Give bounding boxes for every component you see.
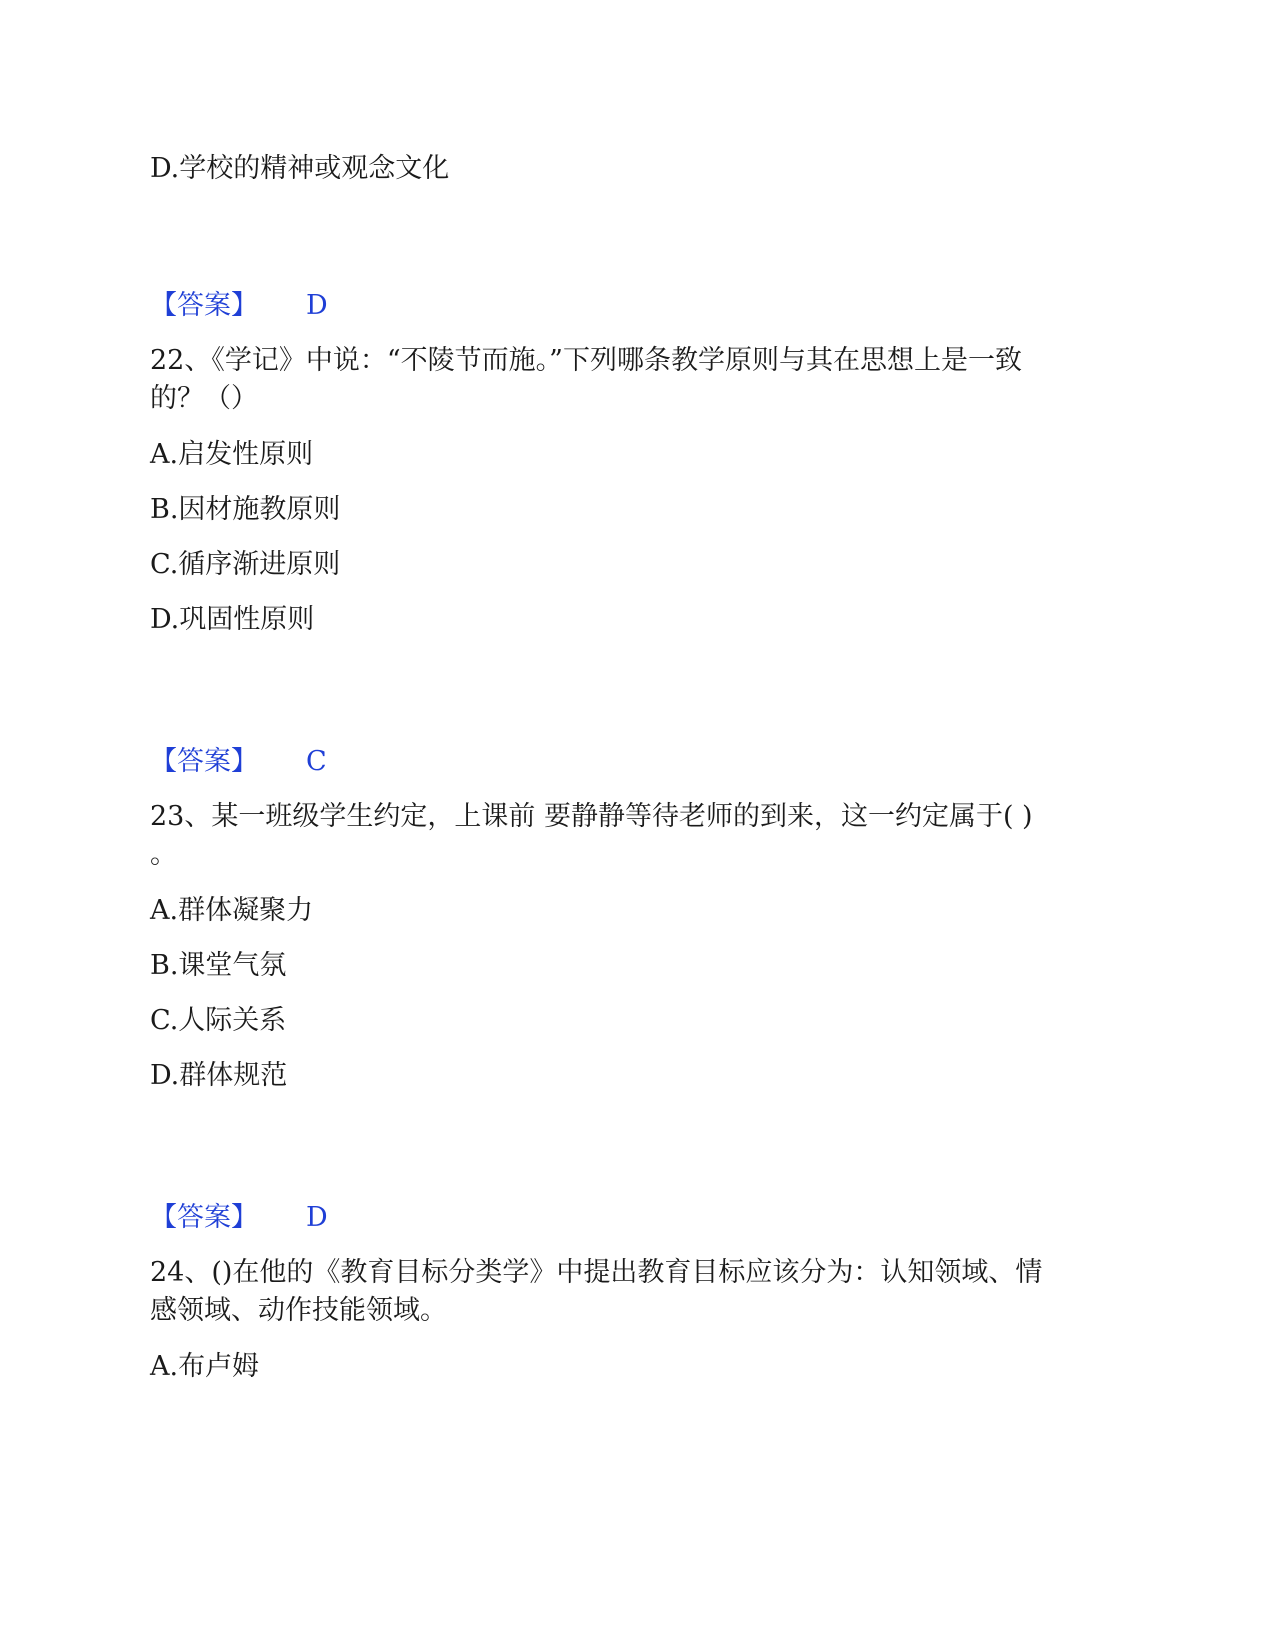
q21-option-d: D.学校的精神或观念文化 [150,153,450,184]
q22-stem-line1: 22、《学记》中说：“不陵节而施。”下列哪条教学原则与其在思想上是一致 [150,345,1022,376]
q22-option-b: B.因材施教原则 [150,494,341,525]
q23-stem-line1: 23、某一班级学生约定，上课前 要静静等待老师的到来，这一约定属于( ) [150,801,1033,832]
q22-option-c: C.循序渐进原则 [150,549,341,580]
q23-answer [150,1199,328,1237]
answer-value: C [306,746,327,777]
q24-stem-line1: 24、()在他的《教育目标分类学》中提出教育目标应该分为：认知领域、情 [150,1257,1043,1288]
q24-option-a: A.布卢姆 [150,1351,260,1382]
answer-label: 【答案】 [150,1202,258,1233]
q22-answer [150,743,327,781]
answer-value: D [306,1202,328,1233]
q22-option-d: D.巩固性原则 [150,604,315,635]
answer-value: D [306,290,328,321]
answer-label: 【答案】 [150,290,258,321]
q23-option-b: B.课堂气氛 [150,950,287,981]
q23-option-d: D.群体规范 [150,1060,288,1091]
q23-option-c: C.人际关系 [150,1005,287,1036]
q22-stem-line2: 的？（） [150,383,258,414]
answer-label: 【答案】 [150,746,258,777]
q23-option-a: A.群体凝聚力 [150,895,314,926]
q24-stem-line2: 感领域、动作技能领域。 [150,1295,447,1326]
q21-answer [150,287,328,325]
q22-option-a: A.启发性原则 [150,439,314,470]
q23-stem-line2: 。 [150,839,177,870]
